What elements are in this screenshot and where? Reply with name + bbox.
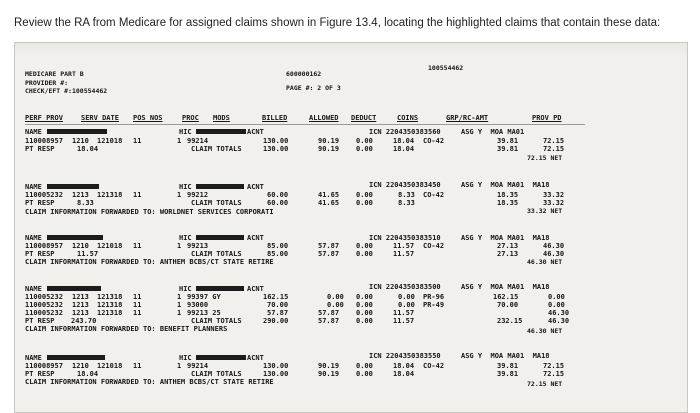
- patient-name-label: NAME: [25, 285, 42, 293]
- allowed: 41.65: [318, 191, 340, 199]
- grp-code: CO-42: [423, 242, 445, 250]
- proc-code: 99214: [187, 137, 209, 145]
- proc-code: 99212: [187, 191, 209, 199]
- prov-pd: 0.00: [548, 301, 565, 309]
- proc-code: 99214: [187, 362, 209, 370]
- billed: 57.87: [267, 309, 289, 317]
- deduct: 0.00: [356, 137, 373, 145]
- billed: 130.00: [263, 362, 289, 370]
- patient-name-label: NAME: [25, 234, 42, 242]
- allowed: 57.87: [318, 309, 340, 317]
- serv-to: 121018: [97, 362, 123, 370]
- serv-from: 1210: [72, 362, 89, 370]
- deduct: 0.00: [356, 301, 373, 309]
- header-line2: PROVIDER #:: [25, 79, 69, 87]
- redacted-name: [47, 286, 101, 291]
- total-prov-pd: 72.15: [543, 370, 565, 378]
- claim-totals-label: CLAIM TOTALS: [191, 145, 242, 153]
- total-rc-amt: 39.81: [497, 145, 519, 153]
- net-amount: 46.30 NET: [527, 327, 563, 335]
- total-deduct: 0.00: [356, 317, 373, 325]
- net-amount: 72.15 NET: [527, 380, 563, 388]
- coins: 11.57: [393, 309, 415, 317]
- nos: 1: [177, 242, 182, 250]
- header-rule: [25, 124, 585, 125]
- pos: 11: [133, 301, 142, 309]
- icn: ICN 2204350383450: [369, 181, 441, 189]
- total-prov-pd: 46.30: [543, 250, 565, 258]
- header-line3: CHECK/EFT #:100554462: [25, 87, 108, 95]
- col-prov-pd: PROV PD: [532, 114, 562, 122]
- claim-totals-label: CLAIM TOTALS: [191, 370, 242, 378]
- hic-label: HIC: [179, 285, 192, 293]
- rc-amt: 27.13: [497, 242, 519, 250]
- rc-amt: 18.35: [497, 191, 519, 199]
- total-coins: 18.04: [393, 145, 415, 153]
- deduct: 0.00: [356, 362, 373, 370]
- redacted-hic: [196, 129, 246, 134]
- col-pos-nos: POS NOS: [133, 114, 163, 122]
- billed: 130.00: [263, 137, 289, 145]
- asg-moa: ASG Y MOA MA01: [461, 128, 525, 136]
- total-billed: 290.00: [263, 317, 289, 325]
- grp-code: CO-42: [423, 362, 445, 370]
- reference-number: 100554462: [428, 64, 464, 72]
- claim-totals-label: CLAIM TOTALS: [191, 317, 242, 325]
- pos: 11: [133, 309, 142, 317]
- redacted-hic: [196, 286, 244, 291]
- proc-code: 99397 GY: [187, 293, 221, 301]
- pt-resp-label: PT RESP: [25, 370, 55, 378]
- nos: 1: [177, 309, 182, 317]
- serv-to: 121318: [97, 309, 123, 317]
- nos: 1: [177, 301, 182, 309]
- serv-from: 1213: [72, 293, 89, 301]
- hic-label: HIC: [179, 354, 192, 362]
- coins: 18.04: [393, 362, 415, 370]
- rc-amt: 162.15: [493, 293, 519, 301]
- total-coins: 11.57: [393, 317, 415, 325]
- forwarded-info: CLAIM INFORMATION FORWARDED TO: ANTHEM BCBS/CT STATE RETIRE: [25, 378, 274, 386]
- total-coins: 18.04: [393, 370, 415, 378]
- allowed: 0.00: [327, 293, 344, 301]
- total-rc-amt: 27.13: [497, 250, 519, 258]
- prov-pd: 72.15: [543, 362, 565, 370]
- rc-amt: 70.00: [497, 301, 519, 309]
- grp-code: CO-42: [423, 137, 445, 145]
- deduct: 0.00: [356, 242, 373, 250]
- check-number: 600000162: [286, 70, 322, 78]
- total-prov-pd: 46.30: [548, 317, 570, 325]
- page-indicator: PAGE #: 2 OF 3: [286, 84, 341, 92]
- col-allowed: ALLOWED: [309, 114, 339, 122]
- pt-resp-amount: 243.70: [71, 317, 97, 325]
- allowed: 0.00: [327, 301, 344, 309]
- deduct: 0.00: [356, 293, 373, 301]
- total-deduct: 0.00: [356, 370, 373, 378]
- serv-to: 121018: [97, 137, 123, 145]
- hic-label: HIC: [179, 234, 192, 242]
- hic-label: HIC: [179, 128, 192, 136]
- total-allowed: 41.65: [318, 199, 340, 207]
- prov-pd: 72.15: [543, 137, 565, 145]
- total-allowed: 90.19: [318, 370, 340, 378]
- perf-prov: 110008957: [25, 242, 63, 250]
- net-amount: 33.32 NET: [527, 207, 563, 215]
- claim-totals-label: CLAIM TOTALS: [191, 250, 242, 258]
- col-mods: MODS: [213, 114, 230, 122]
- col-serv-date: SERV DATE: [81, 114, 119, 122]
- nos: 1: [177, 362, 182, 370]
- pt-resp-label: PT RESP: [25, 317, 55, 325]
- acnt-label: ACNT: [247, 128, 264, 136]
- asg-moa: ASG Y MOA MA01 MA18: [461, 352, 550, 360]
- nos: 1: [177, 191, 182, 199]
- perf-prov: 110008957: [25, 137, 63, 145]
- nos: 1: [177, 137, 182, 145]
- coins: 0.00: [398, 301, 415, 309]
- scan-shade: [15, 43, 687, 57]
- total-coins: 11.57: [393, 250, 415, 258]
- header-line1: MEDICARE PART B: [25, 70, 84, 78]
- acnt-label: ACNT: [247, 234, 264, 242]
- acnt-label: ACNT: [247, 354, 264, 362]
- pt-resp-amount: 18.04: [77, 145, 99, 153]
- serv-from: 1210: [72, 242, 89, 250]
- asg-moa: ASG Y MOA MA01 MA18: [461, 283, 550, 291]
- total-rc-amt: 232.15: [497, 317, 523, 325]
- net-amount: 46.30 NET: [527, 258, 563, 266]
- perf-prov: 110005232: [25, 191, 63, 199]
- acnt-label: ACNT: [247, 183, 264, 191]
- total-billed: 130.00: [263, 145, 289, 153]
- total-prov-pd: 33.32: [543, 199, 565, 207]
- asg-moa: ASG Y MOA MA01 MA18: [461, 181, 550, 189]
- redacted-name: [47, 184, 99, 189]
- serv-to: 121318: [97, 301, 123, 309]
- col-deduct: DEDUCT: [351, 114, 377, 122]
- redacted-name: [47, 355, 105, 360]
- pt-resp-amount: 11.57: [77, 250, 99, 258]
- allowed: 90.19: [318, 137, 340, 145]
- serv-from: 1213: [72, 309, 89, 317]
- prov-pd: 33.32: [543, 191, 565, 199]
- question-text: Review the RA from Medicare for assigned claims shown in Figure 13.4, locating the highlighted claims that contain these data:: [14, 17, 661, 29]
- icn: ICN 2204350383500: [369, 283, 441, 291]
- pt-resp-label: PT RESP: [25, 145, 55, 153]
- serv-from: 1213: [72, 191, 89, 199]
- patient-name-label: NAME: [25, 183, 42, 191]
- total-billed: 85.00: [267, 250, 289, 258]
- patient-name-label: NAME: [25, 354, 42, 362]
- prov-pd: 46.30: [543, 242, 565, 250]
- billed: 85.00: [267, 242, 289, 250]
- billed: 162.15: [263, 293, 289, 301]
- coins: 18.04: [393, 137, 415, 145]
- icn: ICN 2204350383550: [369, 352, 441, 360]
- pos: 11: [133, 293, 142, 301]
- remittance-advice-scan: [14, 42, 688, 413]
- billed: 60.00: [267, 191, 289, 199]
- perf-prov: 110005232: [25, 309, 63, 317]
- redacted-name: [47, 129, 107, 134]
- allowed: 57.87: [318, 242, 340, 250]
- total-deduct: 0.00: [356, 145, 373, 153]
- serv-to: 121018: [97, 242, 123, 250]
- redacted-name: [47, 235, 103, 240]
- col-billed: BILLED: [262, 114, 288, 122]
- coins: 0.00: [398, 293, 415, 301]
- proc-code: 99213: [187, 242, 209, 250]
- col-coins: COINS: [397, 114, 419, 122]
- allowed: 90.19: [318, 362, 340, 370]
- hic-label: HIC: [179, 183, 192, 191]
- total-coins: 8.33: [398, 199, 415, 207]
- pt-resp-label: PT RESP: [25, 250, 55, 258]
- grp-code: CO-42: [423, 191, 445, 199]
- total-deduct: 0.00: [356, 250, 373, 258]
- perf-prov: 110005232: [25, 301, 63, 309]
- perf-prov: 110008957: [25, 362, 63, 370]
- total-billed: 60.00: [267, 199, 289, 207]
- total-billed: 130.00: [263, 370, 289, 378]
- forwarded-info: CLAIM INFORMATION FORWARDED TO: WORLDNET SERVICES CORPORATI: [25, 208, 274, 216]
- rc-amt: 39.81: [497, 362, 519, 370]
- proc-code: 93000: [187, 301, 209, 309]
- pos: 11: [133, 242, 142, 250]
- perf-prov: 110005232: [25, 293, 63, 301]
- prov-pd: 0.00: [548, 293, 565, 301]
- pos: 11: [133, 362, 142, 370]
- pos: 11: [133, 137, 142, 145]
- nos: 1: [177, 293, 182, 301]
- serv-to: 121318: [97, 293, 123, 301]
- total-allowed: 57.87: [318, 317, 340, 325]
- acnt-label: ACNT: [247, 285, 264, 293]
- forwarded-info: CLAIM INFORMATION FORWARDED TO: BENEFIT PLANNERS: [25, 325, 228, 333]
- coins: 8.33: [398, 191, 415, 199]
- proc-code: 99213 25: [187, 309, 221, 317]
- serv-from: 1210: [72, 137, 89, 145]
- total-rc-amt: 39.81: [497, 370, 519, 378]
- redacted-hic: [196, 355, 246, 360]
- total-rc-amt: 18.35: [497, 199, 519, 207]
- serv-to: 121318: [97, 191, 123, 199]
- col-perf-prov: PERF PROV: [25, 114, 63, 122]
- pt-resp-amount: 18.04: [77, 370, 99, 378]
- total-allowed: 90.19: [318, 145, 340, 153]
- deduct: 0.00: [356, 309, 373, 317]
- grp-code: PR-96: [423, 293, 445, 301]
- pt-resp-amount: 8.33: [77, 199, 94, 207]
- pt-resp-label: PT RESP: [25, 199, 55, 207]
- net-amount: 72.15 NET: [527, 154, 563, 162]
- claim-totals-label: CLAIM TOTALS: [191, 199, 242, 207]
- redacted-hic: [196, 235, 244, 240]
- serv-from: 1213: [72, 301, 89, 309]
- grp-code: PR-49: [423, 301, 445, 309]
- patient-name-label: NAME: [25, 128, 42, 136]
- rc-amt: 39.81: [497, 137, 519, 145]
- deduct: 0.00: [356, 191, 373, 199]
- redacted-hic: [196, 184, 244, 189]
- icn: ICN 2204350383510: [369, 234, 441, 242]
- total-prov-pd: 72.15: [543, 145, 565, 153]
- col-grp-rc-amt: GRP/RC-AMT: [446, 114, 489, 122]
- billed: 70.00: [267, 301, 289, 309]
- pos: 11: [133, 191, 142, 199]
- col-proc: PROC: [182, 114, 199, 122]
- forwarded-info: CLAIM INFORMATION FORWARDED TO: ANTHEM BCBS/CT STATE RETIRE: [25, 258, 274, 266]
- coins: 11.57: [393, 242, 415, 250]
- asg-moa: ASG Y MOA MA01 MA18: [461, 234, 550, 242]
- icn: ICN 2204350383560: [369, 128, 441, 136]
- total-deduct: 0.00: [356, 199, 373, 207]
- total-allowed: 57.87: [318, 250, 340, 258]
- prov-pd: 46.30: [548, 309, 570, 317]
